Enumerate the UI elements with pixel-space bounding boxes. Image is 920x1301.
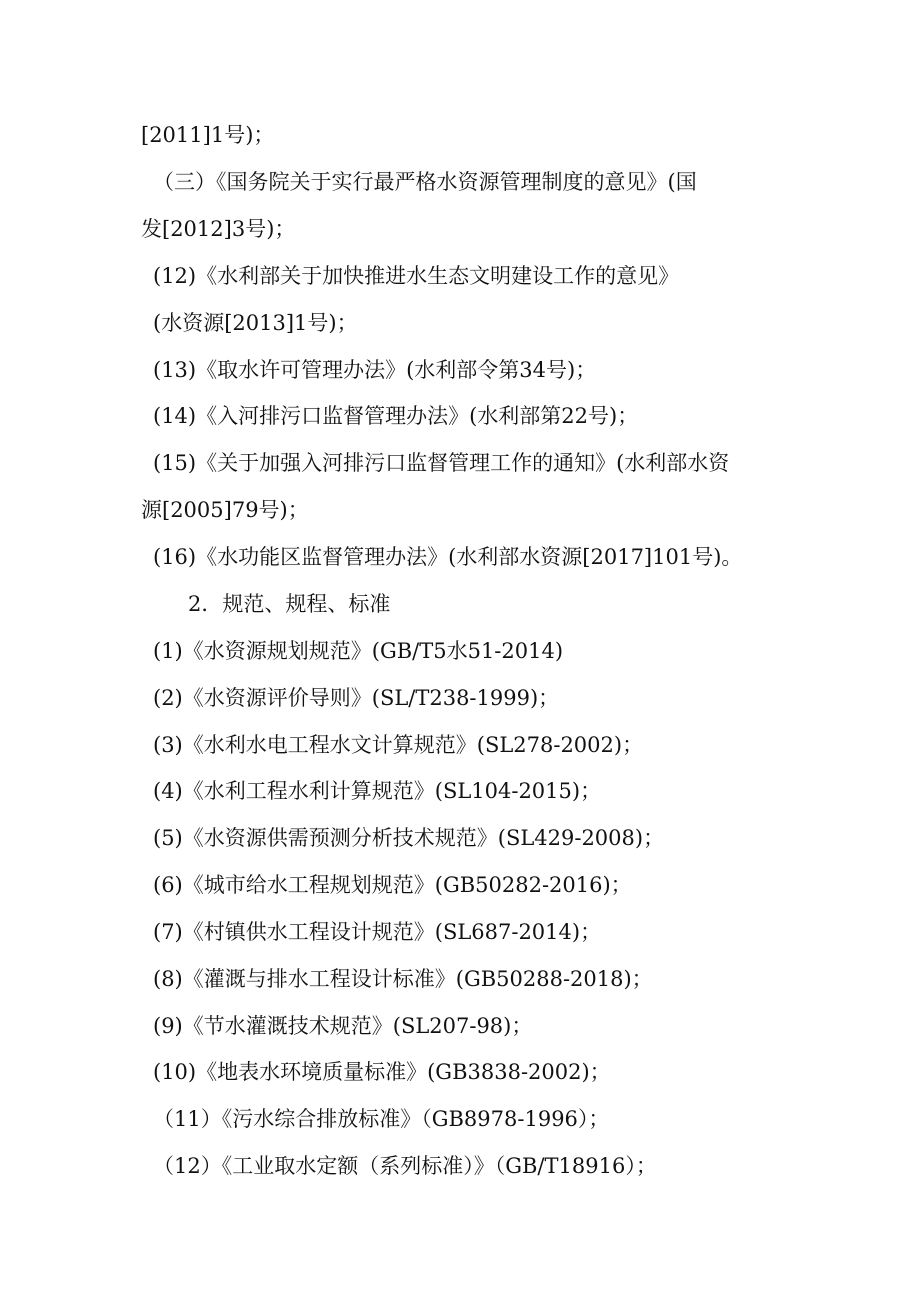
text-line: 源[2005]79号)； bbox=[141, 498, 309, 522]
text-line: [2011]1号)； bbox=[141, 123, 275, 147]
text-line: （12）《工业取水定额（系列标准）》（GB/T18916）； bbox=[153, 1154, 657, 1178]
text-line: (1)《水资源规划规范》(GB/T5水51-2014) bbox=[153, 639, 564, 663]
text-line: (16)《水功能区监督管理办法》(水利部水资源[2017]101号)。 bbox=[153, 545, 743, 569]
text-line: 发[2012]3号)； bbox=[141, 217, 296, 241]
text-line: (8)《灌溉与排水工程设计标准》(GB50288-2018)； bbox=[153, 967, 653, 991]
text-line: (4)《水利工程水利计算规范》(SL104-2015)； bbox=[153, 779, 602, 803]
text-line: (13)《取水许可管理办法》(水利部令第34号)； bbox=[153, 358, 597, 382]
text-line: (10)《地表水环境质量标准》(GB3838-2002)； bbox=[153, 1060, 611, 1084]
text-line: (6)《城市给水工程规划规范》(GB50282-2016)； bbox=[153, 873, 632, 897]
section-heading: 2．规范、规程、标准 bbox=[188, 592, 391, 616]
text-line: （11）《污水综合排放标准》（GB8978-1996）； bbox=[153, 1107, 610, 1131]
text-line: (12)《水利部关于加快推进水生态文明建设工作的意见》 bbox=[153, 264, 680, 288]
text-line: (5)《水资源供需预测分析技术规范》(SL429-2008)； bbox=[153, 826, 665, 850]
text-line: (水资源[2013]1号)； bbox=[153, 311, 358, 335]
text-line: (9)《节水灌溉技术规范》(SL207-98)； bbox=[153, 1014, 533, 1038]
text-line: (15)《关于加强入河排污口监督管理工作的通知》(水利部水资 bbox=[153, 451, 730, 475]
text-line: (2)《水资源评价导则》(SL/T238-1999)； bbox=[153, 686, 560, 710]
text-line: （三）《国务院关于实行最严格水资源管理制度的意见》(国 bbox=[153, 170, 697, 194]
text-line: (7)《村镇供水工程设计规范》(SL687-2014)； bbox=[153, 920, 602, 944]
text-line: (3)《水利水电工程水文计算规范》(SL278-2002)； bbox=[153, 733, 644, 757]
text-line: (14)《入河排污口监督管理办法》(水利部第22号)； bbox=[153, 404, 639, 428]
